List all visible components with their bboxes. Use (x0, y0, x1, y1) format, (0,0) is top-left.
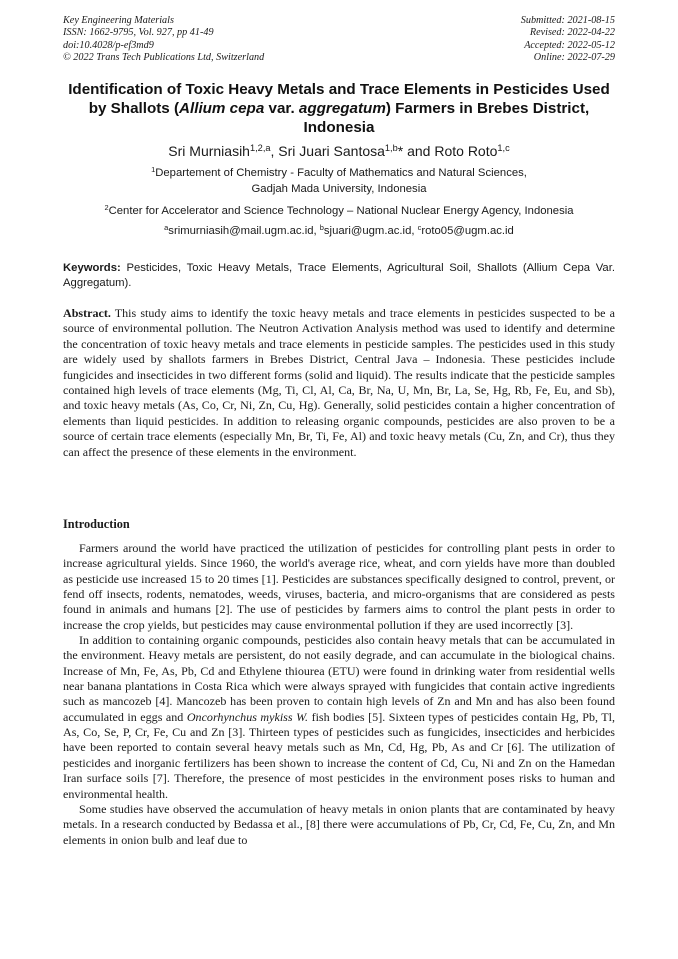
email-link[interactable]: roto05@ugm.ac.id (421, 225, 514, 237)
article-dates (521, 15, 615, 64)
keywords: Keywords: Pesticides, Toxic Heavy Metals, Trace Elements, Agricultural Soil, Shallots (Allium Cepa Var. Aggregatum). (63, 262, 615, 289)
revised-date: Revised: 2022-04-22 (529, 27, 615, 39)
paper-title: Identification of Toxic Heavy Metals and Trace Elements in Pesticides Used by Shallots (Allium cepa var. aggregatum) Farmers in Brebes District, Indonesia (68, 81, 610, 136)
journal-issn: ISSN: 1662-9795, Vol. 927, pp 41-49 (63, 27, 214, 39)
journal-info (63, 15, 264, 64)
author-emails: $^a$srimurniasih@mail.ugm.ac.id, $^b$sjuari@ugm.ac.id, $^c$roto05@ugm.ac.id (164, 222, 514, 237)
affiliation-2: $^2$Center for Accelerator and Science Technology – National Nuclear Energy Agency, Indonesia (104, 202, 574, 217)
paragraph: Farmers around the world have practiced the utilization of pesticides for controlling plant pests in order to increase agricultural yields. Since 1960, the world's average rice, wheat, and corn yields have more than doubled as pesticide use increased 15 to 20 times [1]. Pesticides are substances specifically designed to control, prevent, or fend off insects, rodents, nematodes, weeds, viruses, bacteria, and micro-organisms that are considered as pests found in animals and humans [2]. The use of pesticides by farmers aims to control the plant pests in order to increase the crop yields, but pesticides may cause environmental pollution if they are used incorrectly [3]. (63, 541, 615, 632)
submitted-date: Submitted: 2021-08-15 (520, 15, 615, 26)
copyright-notice: © 2022 Trans Tech Publications Ltd, Switzerland (63, 51, 265, 63)
introduction-body (63, 541, 615, 848)
online-date: Online: 2022-07-29 (533, 51, 615, 63)
email-link[interactable]: srimurniasih@mail.ugm.ac.id, (168, 225, 320, 237)
paragraph: Some studies have observed the accumulation of heavy metals in onion plants that are contaminated by heavy metals. In a research conducted by Bedassa et al., [8] there were accumulations of Pb, Cr, Cd, Fe, Cu, Zn, and Mn elements in onion bulb and leaf due to (63, 801, 615, 847)
paragraph: In addition to containing organic compounds, pesticides also contain heavy metals that can be accumulated in the environment. Heavy metals are persistent, do not easily degrade, and can accumulate in the biological chains. Increase of Mn, Fe, As, Pb, Cd and Ethylene thiourea (ETU) were found in drinking water from residential wells near banana plantations in Costa Rica which were always sprayed with fungicides that contain active ingredients such as mancozeb [4]. Mancozeb has been proven to contain high levels of Zn and Mn and has also been found accumulated in eggs and Oncorhynchus mykiss W. fish bodies [5]. Sixteen types of pesticides contain Hg, Pb, Tl, As, Co, Se, P, Cr, Fe, Cu and Zn [3]. Thirteen types of pesticides such as fungicides, insecticides and herbicides have been reported to contain several heavy metals such as Mn, Cd, Hg, Pb, As and Cr [6]. The utilization of pesticides and inorganic fertilizers has been shown to increase the content of Cd, Cu, Ni and Zn on the Hamedan Iran surface soils [7]. Therefore, the presence of most pesticides in the environment poses risks to human and environmental health. (63, 633, 616, 801)
introduction-heading: Introduction (63, 517, 130, 531)
accepted-date: Accepted: 2022-05-12 (524, 39, 615, 51)
author-list: Sri Murniasih$^{1,2,a}$, Sri Juari Santosa$^{1,b}$* and Roto Roto$^{1,c}$ (168, 142, 510, 159)
affiliation-1: $^1$Departement of Chemistry - Faculty of Mathematics and Natural Sciences, Gadjah Mada University, Indonesia (151, 164, 527, 195)
email-link[interactable]: sjuari@ugm.ac.id, (323, 225, 418, 237)
abstract: Abstract. This study aims to identify the toxic heavy metals and trace elements in pesticides suspected to be a source of environmental pollution. The Neutron Activation Analysis method was used to identify and determine the concentration of toxic heavy metals and trace elements in pesticide samples. The pesticides used in this study are widely used by shallots farmers in Brebes District, Central Java – Indonesia. These pesticides include fungicides and insecticides in two different forms (solid and liquid). The results indicate that the pesticide samples contained high levels of trace elements (Mg, Ti, Cl, Al, Ca, Br, Na, U, Mn, Br, La, Se, Hg, Rb, Fe, Eu, and Sb), and toxic heavy metals (As, Co, Cr, Ni, Zn, Cu, Hg). Generally, solid pesticides contain a higher concentration of elements than liquid pesticides. In addition to releasing organic compounds, pesticides are also proven to be a source of certain trace elements (especially Mn, Br, Ti, Fe, Al) and toxic heavy metals (Cu, Zn, and Cr), thus they can affect the presence of these elements in the environment. (63, 306, 615, 459)
article-doi: doi:10.4028/p-ef3md9 (63, 39, 154, 51)
journal-name: Key Engineering Materials (63, 15, 174, 26)
